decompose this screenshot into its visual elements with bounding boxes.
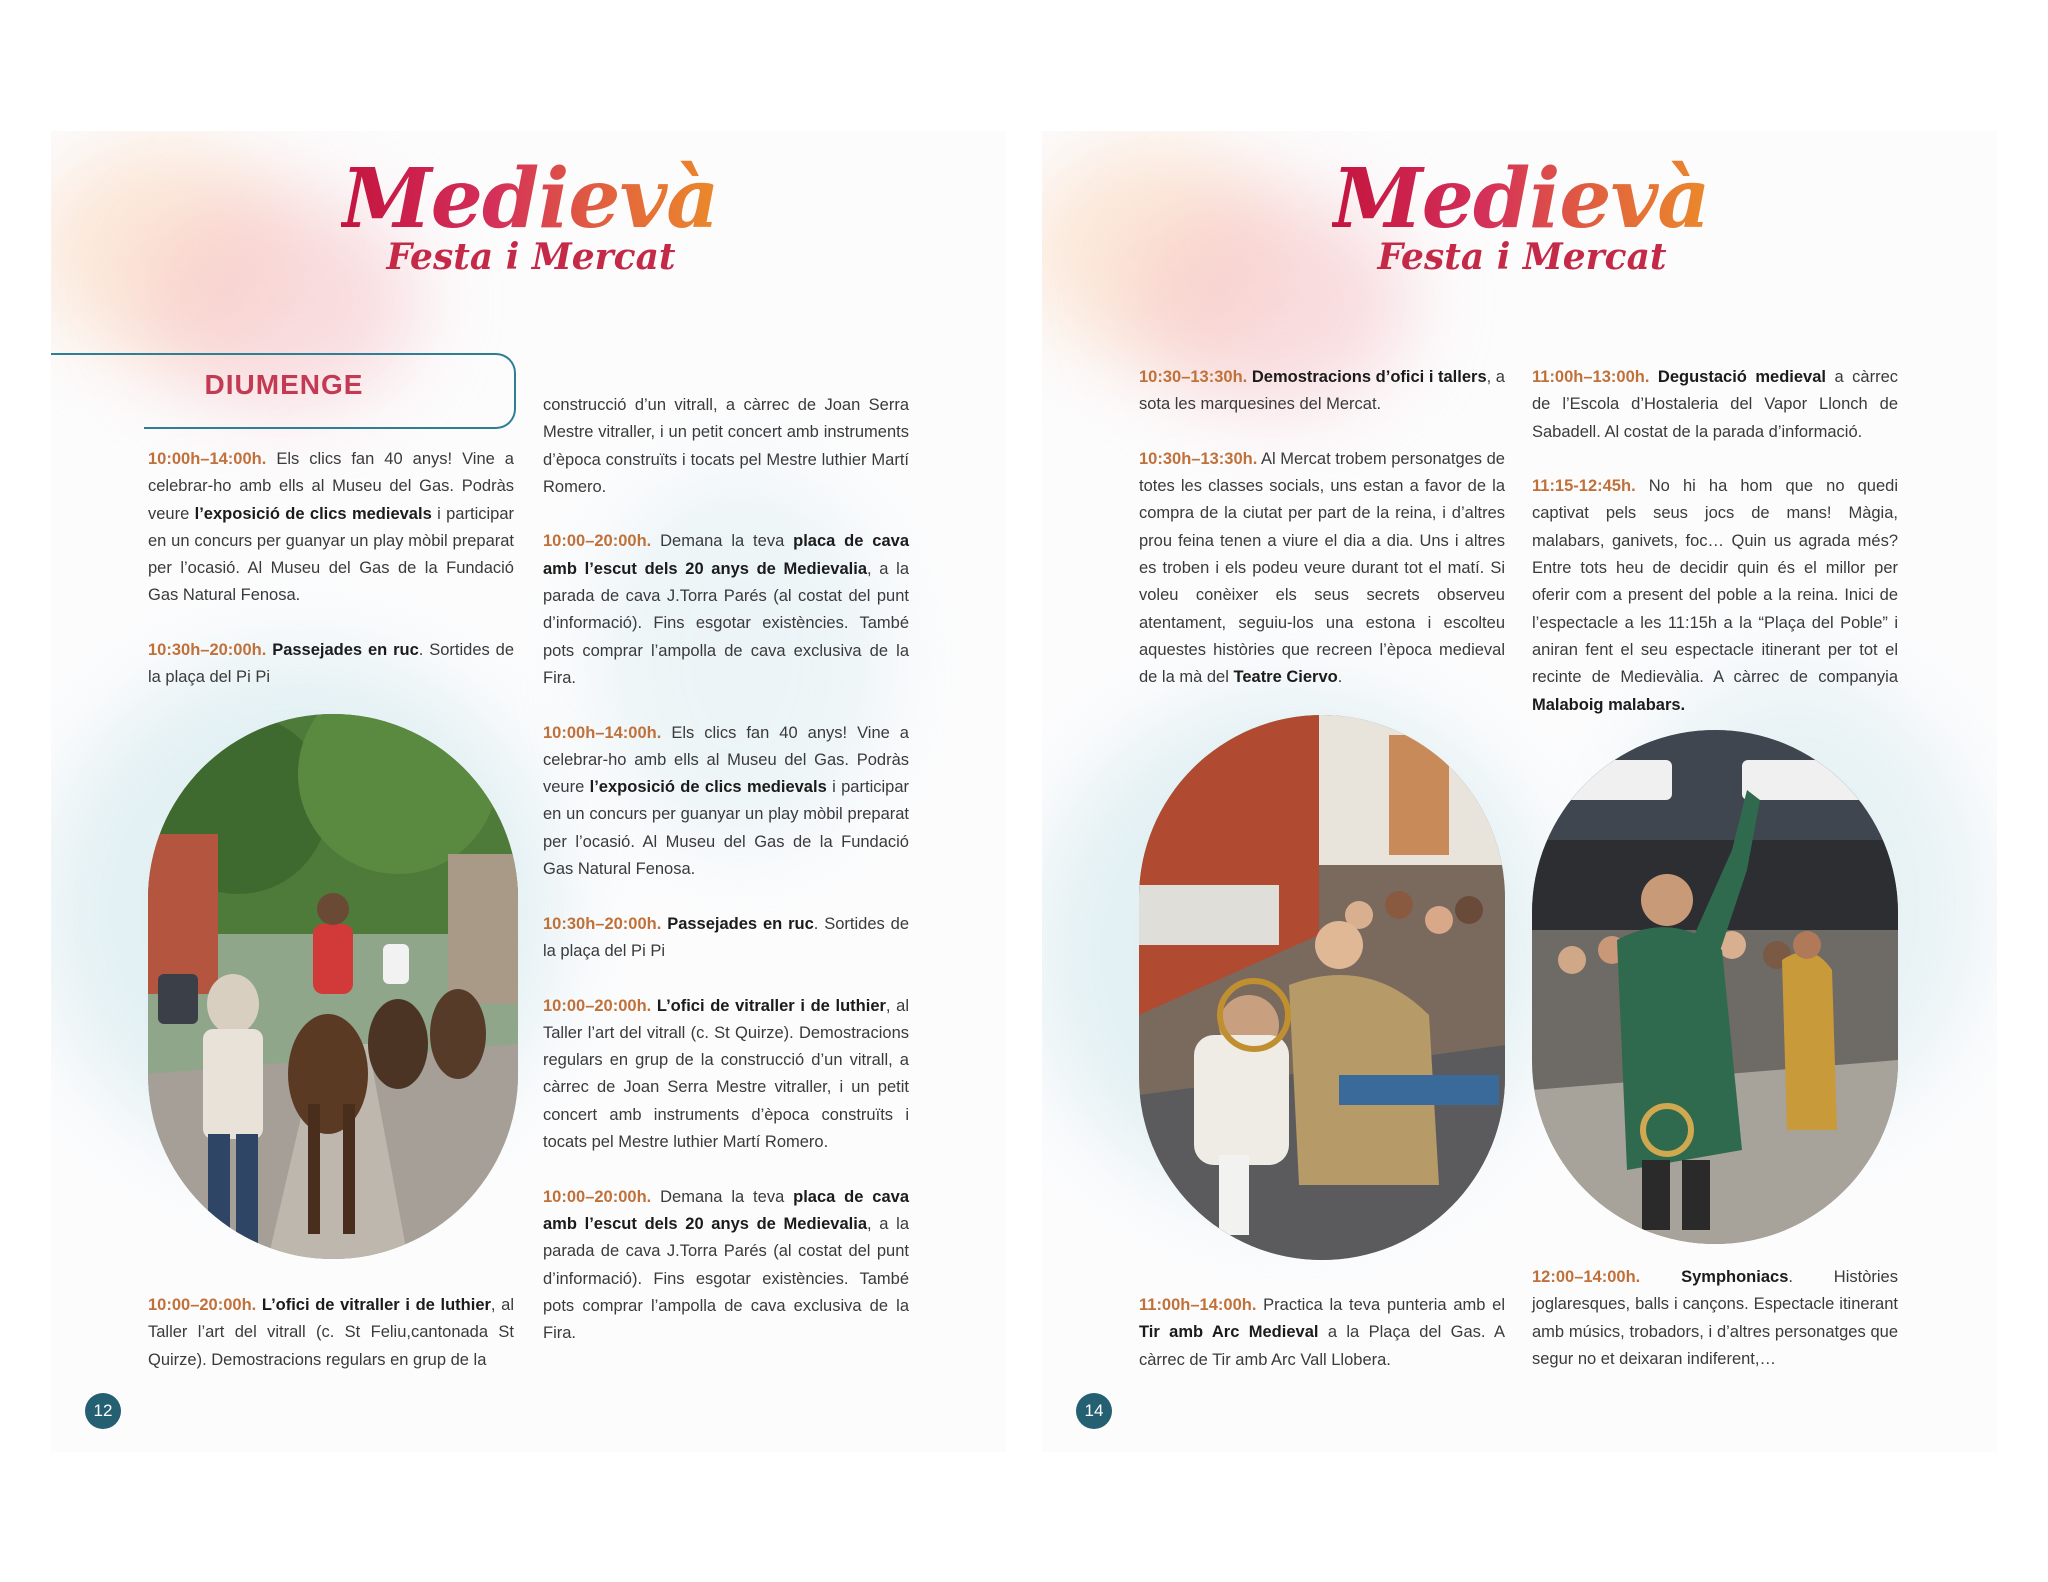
right-column-2-bottom bbox=[1532, 1264, 1898, 1400]
juggler-performance-photo bbox=[1532, 730, 1898, 1244]
left-column-1-bottom bbox=[148, 1292, 514, 1401]
logo-title: Medievàlia bbox=[1332, 151, 1822, 247]
schedule-entry: 10:00–20:00h. Demana la teva placa de cava amb l’escut dels 20 anys de Medievalia, a la parada de cava J.Torra Parés (al costat del punt d’informació). Fins esgotar existències. També pots comprar l’ampolla de cava exclusiva de la Fira. bbox=[543, 532, 909, 687]
left-column-1 bbox=[148, 446, 514, 719]
logo-title: Medievàlia bbox=[341, 151, 831, 247]
logo-subtitle: Festa i Mercat bbox=[386, 236, 676, 278]
left-page bbox=[51, 131, 1006, 1452]
right-column-2 bbox=[1532, 364, 1898, 746]
schedule-entry: 11:15-12:45h. No hi ha hom que no quedi captivat pels seus jocs de mans! Màgia, malabars, ganivets, foc… Quin us agrada més? Entre tots heu de decidir quin és el millor per oferir com a present del poble a la reina. Inici de l’espectacle a les 11:15h a la “Plaça del Poble” i aniran fent el seu espectacle itinerant per tot el recinte de Medievàlia. A càrrec de companyia Malaboig malabars. bbox=[1532, 477, 1898, 714]
left-column-2 bbox=[543, 392, 909, 1375]
right-column-1-bottom bbox=[1139, 1292, 1505, 1401]
day-heading-rule bbox=[51, 353, 144, 355]
schedule-entry: 11:00h–13:00h. Degustació medieval a càrrec de l’Escola d’Hostaleria del Vapor Llonch de Sabadell. Al costat de la parada d’informació. bbox=[1532, 368, 1898, 441]
page-number: 12 bbox=[85, 1393, 121, 1429]
schedule-entry: 12:00–14:00h. Symphoniacs. Històries joglaresques, balls i cançons. Espectacle itinerant amb músics, trobadors, i d’altres personatges que segur no et deixaran indiferent,… bbox=[1532, 1268, 1898, 1368]
schedule-entry: construcció d’un vitrall, a càrrec de Joan Serra Mestre vitraller, i un petit concert amb instruments d’època construïts i tocats pel Mestre luthier Martí Romero. bbox=[543, 396, 909, 496]
schedule-entry: 10:30h–20:00h. Passejades en ruc. Sortides de la plaça del Pi Pi bbox=[543, 914, 909, 960]
schedule-entry: 10:00h–14:00h. Els clics fan 40 anys! Vine a celebrar-ho amb ells al Museu del Gas. Podràs veure l’exposició de clics medievals i participar en un concurs per guanyar un play mòbil preparat per l’ocasió. Al Museu del Gas de la Fundació Gas Natural Fenosa. bbox=[148, 450, 514, 605]
day-heading: DIUMENGE bbox=[204, 369, 364, 400]
schedule-entry: 10:30h–13:30h. Al Mercat trobem personatges de totes les classes socials, uns estan a favor de la compra de la ciutat per part de la reina, i d’altres prou feina tenen a viure el dia a dia. Uns i altres es troben i els podeu veure durant tot el matí. Si voleu conèixer els seus secrets observeu atentament, seguiu-los una estona i escolteu aquestes històries que recreen l’època medieval de la mà del Teatre Ciervo. bbox=[1139, 449, 1505, 687]
right-column-1 bbox=[1139, 364, 1505, 719]
medievalia-logo bbox=[1332, 151, 1822, 278]
schedule-entry: 10:30–13:30h. Demostracions d’ofici i tallers, a sota les marquesines del Mercat. bbox=[1139, 368, 1505, 414]
schedule-entry: 10:00–20:00h. L’ofici de vitraller i de luthier, al Taller l’art del vitrall (c. St Quirze). Demostracions regulars en grup de la construcció d’un vitrall, a càrrec de Joan Serra Mestre vitraller, i un petit concert amb instruments d’època construïts i tocats pel Mestre luthier Martí Romero. bbox=[543, 996, 909, 1152]
logo-subtitle: Festa i Mercat bbox=[1377, 236, 1667, 278]
schedule-entry: 10:00–20:00h. L’ofici de vitraller i de luthier, al Taller l’art del vitrall (c. St Feliu,cantonada St Quirze). Demostracions regulars en grup de la bbox=[148, 1296, 514, 1369]
schedule-entry: 10:00h–14:00h. Els clics fan 40 anys! Vine a celebrar-ho amb ells al Museu del Gas. Podràs veure l’exposició de clics medievals i participar en un concurs per guanyar un play mòbil preparat per l’ocasió. Al Museu del Gas de la Fundació Gas Natural Fenosa. bbox=[543, 723, 909, 879]
medievalia-logo bbox=[341, 151, 831, 278]
schedule-entry: 10:30h–20:00h. Passejades en ruc. Sortides de la plaça del Pi Pi bbox=[148, 641, 514, 687]
donkey-ride-photo bbox=[148, 714, 518, 1259]
schedule-entry: 11:00h–14:00h. Practica la teva punteria amb el Tir amb Arc Medieval a la Plaça del Gas. A càrrec de Tir amb Arc Vall Llobera. bbox=[1139, 1296, 1505, 1369]
right-page bbox=[1042, 131, 1997, 1452]
page-number: 14 bbox=[1076, 1393, 1112, 1429]
market-actors-photo bbox=[1139, 715, 1505, 1260]
schedule-entry: 10:00–20:00h. Demana la teva placa de cava amb l’escut dels 20 anys de Medievalia, a la parada de cava J.Torra Parés (al costat del punt d’informació). Fins esgotar existències. També pots comprar l’ampolla de cava exclusiva de la Fira. bbox=[543, 1187, 909, 1343]
